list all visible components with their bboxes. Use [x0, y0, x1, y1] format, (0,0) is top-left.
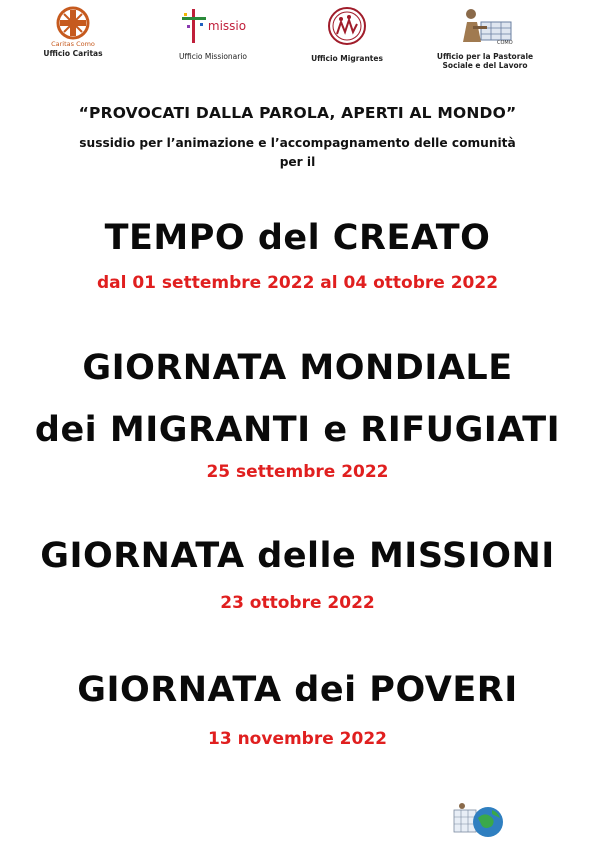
missioni-date: 23 ottobre 2022	[220, 593, 375, 613]
missio-caption: Ufficio Missionario	[178, 52, 248, 61]
subtitle-line-2: per il	[279, 155, 316, 169]
migrantes-logo	[312, 6, 382, 63]
logo-row	[0, 0, 595, 80]
caritas-cross-icon	[56, 6, 90, 40]
creato-title: TEMPO del CREATO	[104, 218, 491, 258]
pastorale-brand: COMO	[497, 40, 513, 46]
caritas-brand: Caritas Como	[51, 40, 95, 48]
missio-mark	[180, 6, 246, 46]
poveri-title: GIORNATA dei POVERI	[77, 670, 518, 710]
subtitle-line-1: sussidio per l’animazione e l’accompagnamento delle comunità	[79, 136, 516, 150]
missio-brand: missio	[207, 19, 247, 33]
slogan: “PROVOCATI DALLA PAROLA, APERTI AL MONDO”	[78, 104, 517, 122]
migranti-title-line-1: GIORNATA MONDIALE	[82, 348, 513, 388]
caritas-logo	[42, 6, 104, 58]
pastorale-logo	[430, 6, 540, 70]
pastorale-caption-2: Sociale e del Lavoro	[442, 61, 528, 70]
missio-cross-icon	[180, 7, 208, 45]
migrantes-seal-icon	[327, 6, 367, 46]
missioni-title: GIORNATA delle MISSIONI	[40, 536, 555, 576]
caritas-caption: Ufficio Caritas	[43, 49, 103, 58]
migranti-date: 25 settembre 2022	[206, 462, 389, 482]
pastorale-caption-1: Ufficio per la Pastorale	[436, 52, 534, 61]
migrantes-caption: Ufficio Migrantes	[311, 54, 383, 63]
poveri-date: 13 novembre 2022	[208, 729, 387, 749]
globe-icon	[452, 800, 508, 840]
pastorale-mark	[457, 6, 513, 48]
creato-date: dal 01 settembre 2022 al 04 ottobre 2022	[96, 273, 499, 293]
missio-logo	[168, 6, 258, 61]
migranti-title-line-2: dei MIGRANTI e RIFUGIATI	[34, 410, 561, 450]
